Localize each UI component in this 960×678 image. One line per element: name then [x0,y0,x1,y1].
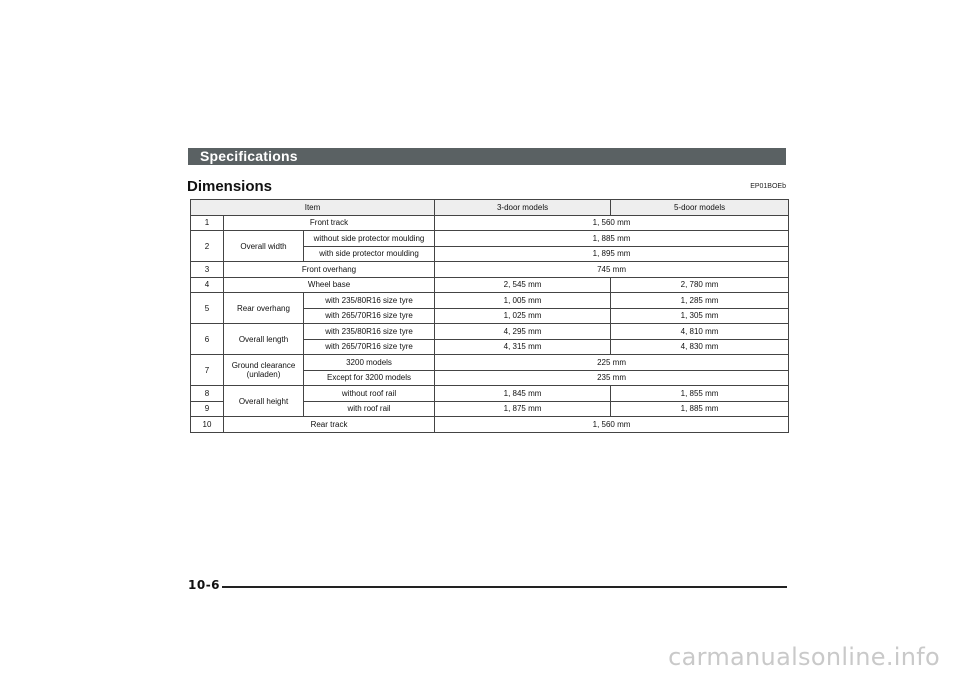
row-item: Overall length [224,324,304,355]
row-value: 235 mm [435,370,789,386]
page-number: 10-6 [188,578,221,592]
row-item: Overall height [224,386,304,417]
table-row [191,231,789,247]
row-condition: with side protector moulding [304,246,435,262]
table-row [191,277,789,293]
row-number: 3 [191,262,224,278]
row-value-3-door: 2, 545 mm [435,277,611,293]
row-number: 9 [191,401,224,417]
page-title: Dimensions [187,178,273,195]
table-row [191,262,789,278]
row-number: 5 [191,293,224,324]
table-row [191,417,789,433]
row-value-3-door: 1, 875 mm [435,401,611,417]
footer-rule [222,586,787,588]
row-condition: with 265/70R16 size tyre [304,308,435,324]
row-item: Front overhang [224,262,435,278]
row-value-5-door: 4, 810 mm [611,324,789,340]
row-condition: with 265/70R16 size tyre [304,339,435,355]
table-row [191,215,789,231]
row-value-3-door: 4, 315 mm [435,339,611,355]
table-row [191,386,789,402]
table-row [191,293,789,309]
row-number: 7 [191,355,224,386]
row-value-3-door: 1, 005 mm [435,293,611,309]
row-value-5-door: 4, 830 mm [611,339,789,355]
row-value-5-door: 2, 780 mm [611,277,789,293]
row-condition: without roof rail [304,386,435,402]
header-item: Item [191,200,435,216]
row-number: 10 [191,417,224,433]
row-item: Ground clearance (unladen) [224,355,304,386]
row-value-3-door: 4, 295 mm [435,324,611,340]
row-value: 1, 560 mm [435,215,789,231]
table-row [191,324,789,340]
row-item: Rear track [224,417,435,433]
table-row [191,355,789,371]
header-5-door: 5-door models [611,200,789,216]
row-item: Overall width [224,231,304,262]
row-condition: without side protector moulding [304,231,435,247]
row-number: 2 [191,231,224,262]
row-value: 1, 885 mm [435,231,789,247]
row-value: 1, 895 mm [435,246,789,262]
row-condition: with 235/80R16 size tyre [304,293,435,309]
table-header-row [191,200,789,216]
section-title-bar: Specifications [188,148,786,165]
row-number: 4 [191,277,224,293]
row-value: 225 mm [435,355,789,371]
row-value-5-door: 1, 885 mm [611,401,789,417]
dimensions-table [190,199,789,433]
row-value-3-door: 1, 845 mm [435,386,611,402]
row-value-5-door: 1, 855 mm [611,386,789,402]
document-code: EP01BOEb [750,183,786,190]
row-value-5-door: 1, 285 mm [611,293,789,309]
row-value-5-door: 1, 305 mm [611,308,789,324]
row-number: 8 [191,386,224,402]
row-number: 1 [191,215,224,231]
row-condition: with roof rail [304,401,435,417]
row-item: Rear overhang [224,293,304,324]
row-number: 6 [191,324,224,355]
header-3-door: 3-door models [435,200,611,216]
watermark-text: carmanualsonline.info [668,643,940,671]
row-value-3-door: 1, 025 mm [435,308,611,324]
row-condition: 3200 models [304,355,435,371]
row-condition: Except for 3200 models [304,370,435,386]
row-value: 1, 560 mm [435,417,789,433]
row-condition: with 235/80R16 size tyre [304,324,435,340]
row-item: Front track [224,215,435,231]
row-value: 745 mm [435,262,789,278]
row-item: Wheel base [224,277,435,293]
